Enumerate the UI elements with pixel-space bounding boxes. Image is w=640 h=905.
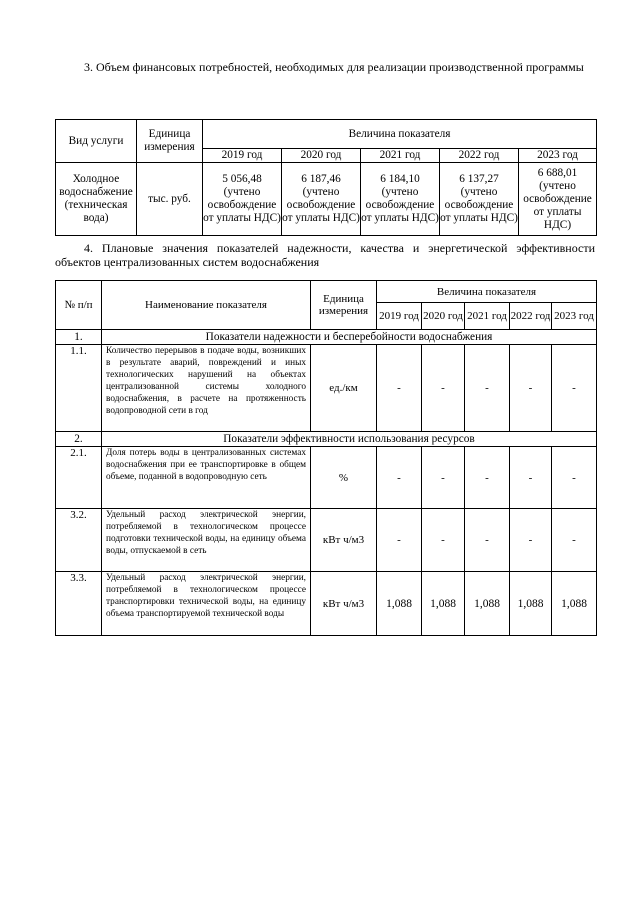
group-row	[56, 330, 597, 345]
year-header: 2021 год	[361, 149, 440, 163]
col-name-header: Наименование показателя	[102, 281, 311, 330]
indicators-table	[55, 280, 597, 636]
table-row	[56, 345, 597, 432]
indicator-name-cell: Удельный расход электрической энергии, потребляемой в технологическом процессе транспортировки технической воды, на единицу объема транспортируемой технической воды	[102, 572, 311, 636]
year-header: 2019 год	[377, 303, 422, 330]
value-cell: 1,088	[377, 572, 422, 636]
unit-cell: тыс. руб.	[137, 163, 203, 236]
value-cell: 5 056,48 (учтено освобождение от уплаты НДС)	[203, 163, 282, 236]
table-row	[56, 163, 597, 236]
group-title-cell: Показатели эффективности использования ресурсов	[102, 432, 597, 447]
value-cell: 1,088	[422, 572, 465, 636]
table-row	[56, 447, 597, 509]
value-cell: -	[552, 509, 597, 572]
section-4-heading: 4. Плановые значения показателей надежности, качества и энергетической эффективности объектов централизованных систем водоснабжения	[55, 241, 595, 269]
table-row	[56, 572, 597, 636]
unit-cell: кВт ч/м3	[311, 509, 377, 572]
indicator-name-cell: Количество перерывов в подаче воды, возникших в результате аварий, повреждений и иных технологических нарушений на объектах централизованной системы холодного водоснабжения, в расчете на протяженность водопроводной сети в год	[102, 345, 311, 432]
year-header: 2021 год	[465, 303, 510, 330]
group-row	[56, 432, 597, 447]
section-3-heading: 3. Объем финансовых потребностей, необходимых для реализации производственной программы	[84, 60, 584, 74]
value-cell: -	[552, 345, 597, 432]
value-cell: -	[465, 447, 510, 509]
value-cell: -	[377, 509, 422, 572]
value-cell: -	[510, 345, 552, 432]
indicator-name-cell: Доля потерь воды в централизованных системах водоснабжения при ее транспортировке в общем объеме, поданной в водопроводную сеть	[102, 447, 311, 509]
service-name-cell: Холодное водоснабжение (техническая вода)	[56, 163, 137, 236]
group-num-cell: 2.	[56, 432, 102, 447]
value-cell: -	[377, 447, 422, 509]
unit-cell: ед./км	[311, 345, 377, 432]
value-cell: 6 688,01 (учтено освобождение от уплаты НДС)	[519, 163, 597, 236]
table-row	[56, 509, 597, 572]
value-cell: 6 184,10 (учтено освобождение от уплаты НДС)	[361, 163, 440, 236]
value-cell: -	[422, 509, 465, 572]
row-num-cell: 2.1.	[56, 447, 102, 509]
value-cell: -	[510, 509, 552, 572]
year-header: 2022 год	[440, 149, 519, 163]
value-cell: 6 187,46 (учтено освобождение от уплаты НДС)	[282, 163, 361, 236]
value-cell: 1,088	[552, 572, 597, 636]
row-num-cell: 3.3.	[56, 572, 102, 636]
value-cell: -	[422, 345, 465, 432]
value-cell: -	[465, 345, 510, 432]
value-cell: 1,088	[510, 572, 552, 636]
row-num-cell: 1.1.	[56, 345, 102, 432]
col-value-header: Величина показателя	[203, 120, 597, 149]
value-cell: -	[377, 345, 422, 432]
value-cell: -	[510, 447, 552, 509]
indicator-name-cell: Удельный расход электрической энергии, потребляемой в технологическом процессе подготовки технической воды, на единицу объема воды, отпускаемой в сеть	[102, 509, 311, 572]
group-title-cell: Показатели надежности и бесперебойности водоснабжения	[102, 330, 597, 345]
row-num-cell: 3.2.	[56, 509, 102, 572]
unit-cell: кВт ч/м3	[311, 572, 377, 636]
col-unit-header: Единица измерения	[311, 281, 377, 330]
col-unit-header: Единица измерения	[137, 120, 203, 163]
value-cell: 6 137,27 (учтено освобождение от уплаты НДС)	[440, 163, 519, 236]
value-cell: -	[552, 447, 597, 509]
unit-cell: %	[311, 447, 377, 509]
group-num-cell: 1.	[56, 330, 102, 345]
year-header: 2020 год	[282, 149, 361, 163]
year-header: 2019 год	[203, 149, 282, 163]
value-cell: -	[465, 509, 510, 572]
col-service-header: Вид услуги	[56, 120, 137, 163]
year-header: 2023 год	[552, 303, 597, 330]
year-header: 2023 год	[519, 149, 597, 163]
year-header: 2020 год	[422, 303, 465, 330]
col-num-header: № п/п	[56, 281, 102, 330]
value-cell: 1,088	[465, 572, 510, 636]
year-header: 2022 год	[510, 303, 552, 330]
value-cell: -	[422, 447, 465, 509]
financial-needs-table	[55, 119, 597, 236]
col-value-header: Величина показателя	[377, 281, 597, 303]
